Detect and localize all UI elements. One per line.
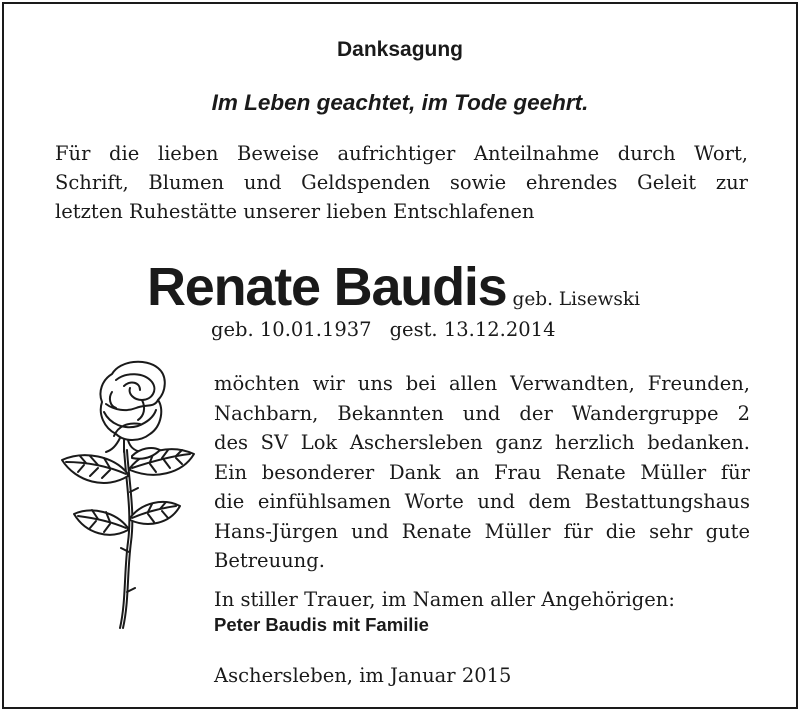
obituary-notice: [2, 2, 798, 709]
birth-date: geb. 10.01.1937: [211, 318, 372, 341]
mourning-line: In stiller Trauer, im Namen aller Angehörigen:: [214, 588, 675, 611]
death-date: gest. 13.12.2014: [389, 318, 556, 341]
thanks-line: des SV Lok Aschersleben ganz herzlich bedanken.: [214, 431, 750, 454]
thanks-line: Ein besonderer Dank an Frau Renate Müller für: [214, 460, 750, 484]
notice-heading: Danksagung: [336, 38, 464, 61]
thanks-line: die einfühlsamen Worte und dem Bestattungshaus: [214, 490, 750, 513]
life-dates: [211, 318, 555, 341]
thanks-line: Betreuung.: [214, 549, 325, 572]
notice-motto: Im Leben geachtet, im Tode geehrt.: [211, 90, 589, 115]
maiden-name: geb. Lisewski: [512, 289, 640, 310]
signer-name: Peter Baudis mit Familie: [214, 614, 429, 635]
thanks-paragraph: [214, 369, 750, 576]
deceased-name: Renate Baudis: [147, 257, 507, 317]
thanks-line: Nachbarn, Bekannten und der Wandergruppe 2: [214, 401, 750, 425]
rose-icon: [54, 352, 204, 632]
intro-line: letzten Ruhestätte unserer lieben Entschlafenen: [55, 200, 535, 223]
intro-line: Für die lieben Beweise aufrichtiger Anteilnahme durch Wort,: [55, 142, 748, 165]
place-date: Aschersleben, im Januar 2015: [214, 664, 512, 687]
thanks-line: Hans-Jürgen und Renate Müller für die sehr gute: [214, 519, 750, 543]
intro-paragraph: [55, 139, 748, 226]
thanks-line: möchten wir uns bei allen Verwandten, Freunden,: [214, 372, 750, 395]
intro-line: Schrift, Blumen und Geldspenden sowie ehrendes Geleit zur: [55, 171, 748, 194]
deceased-name-line: [147, 256, 640, 318]
